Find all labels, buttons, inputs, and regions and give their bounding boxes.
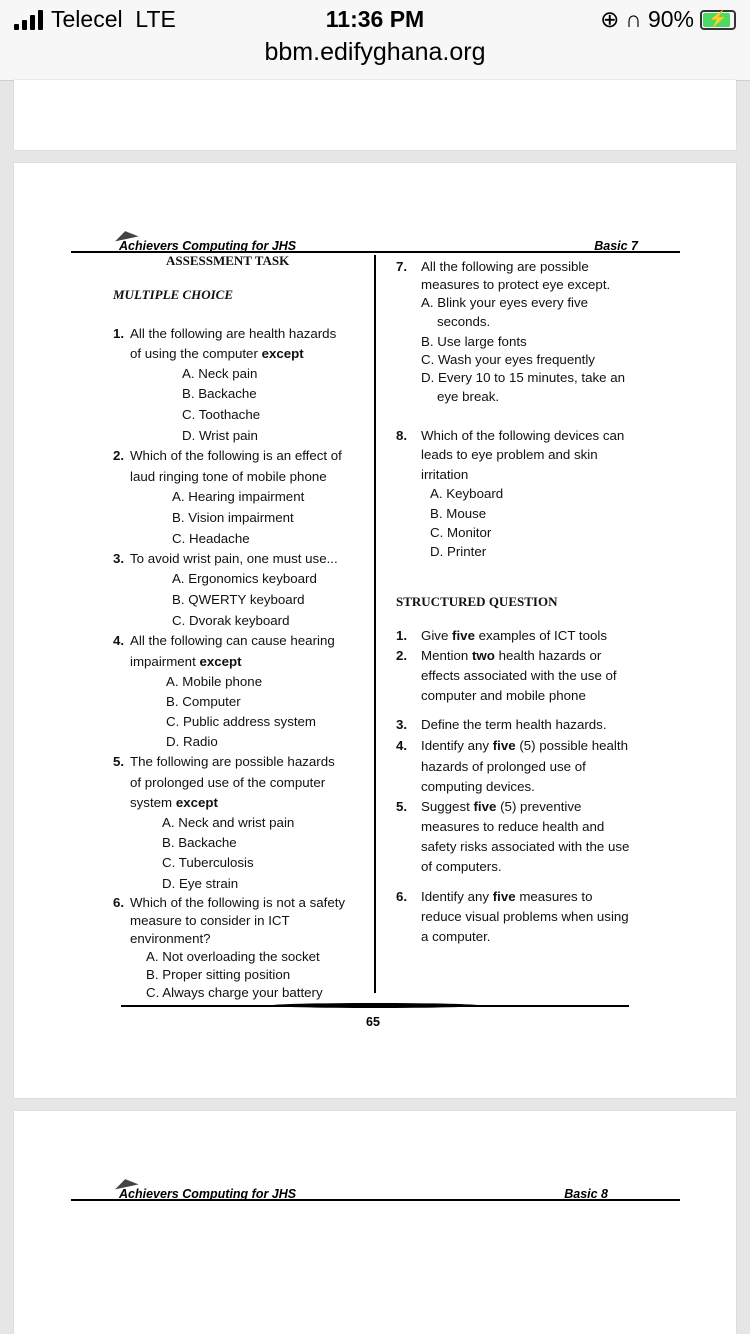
text-line: 5. [396,799,408,814]
text-line: computing devices. [421,779,535,794]
text-line: a computer. [421,929,491,944]
text-line: Which of the following is an effect of [130,448,342,463]
text-line: A. Hearing impairment [172,489,305,504]
text-line: B. Proper sitting position [146,967,291,982]
assessment-heading: ASSESSMENT TASK [166,253,290,268]
headphones-icon: ∩ [625,6,642,32]
text-line: leads to eye problem and skin [421,447,598,462]
text-line: A. Neck pain [182,366,258,381]
page-number: 65 [366,1015,380,1029]
text-line: measure to consider in ICT [130,913,290,928]
text-line: Identify any five measures to [421,889,593,904]
structured-heading: STRUCTURED QUESTION [396,594,558,609]
text-line: B. Mouse [430,506,487,521]
text-line: 1. [396,628,408,643]
network-type: LTE [135,6,176,32]
text-line: 4. [396,738,408,753]
text-line: computer and mobile phone [421,688,586,703]
text-line: C. Always charge your battery [146,985,323,1000]
text-line: seconds. [437,314,491,329]
text-line: effects associated with the use of [421,668,617,683]
carrier-name: Telecel [51,6,123,32]
battery-percent: 90% [647,6,694,32]
text-line: hazards of prolonged use of [421,759,586,774]
text-line: C. Public address system [166,714,317,729]
text-line: Identify any five (5) possible health [421,738,628,753]
text-line: 6. [396,889,408,904]
text-line: Mention two health hazards or [421,648,602,663]
text-line: 2. [113,448,125,463]
text-line: of prolonged use of the computer [130,775,326,790]
text-line: reduce visual problems when using [421,909,629,924]
text-line: safety risks associated with the use [421,839,630,854]
text-line: 7. [396,259,408,274]
clock: 11:36 PM [325,6,425,32]
text-line: C. Wash your eyes frequently [421,352,595,367]
text-line: measures to reduce health and [421,819,605,834]
text-line: impairment except [130,654,242,669]
text-line: A. Not overloading the socket [146,949,320,964]
footer-rule [121,1005,629,1007]
text-line: C. Monitor [430,525,492,540]
grade-label: Basic 7 [594,239,638,253]
status-icons [600,6,736,33]
mc-heading: MULTIPLE CHOICE [113,287,234,302]
text-line: All the following are possible [421,259,589,274]
text-line: A. Keyboard [430,486,504,501]
text-line: D. Wrist pain [182,428,258,443]
text-line: laud ringing tone of mobile phone [130,469,327,484]
text-line: C. Tuberculosis [162,855,254,870]
book-title-next: Achievers Computing for JHS [119,1187,297,1201]
text-line: B. Use large fonts [421,334,527,349]
text-line: environment? [130,931,211,946]
address-bar[interactable]: bbm.edifyghana.org [264,38,486,66]
text-line: of using the computer except [130,346,304,361]
text-line: Define the term health hazards. [421,717,607,732]
text-line: D. Eye strain [162,876,239,891]
document-page [14,163,736,1098]
text-line: system except [130,795,218,810]
text-line: irritation [421,467,469,482]
text-line: of computers. [421,859,502,874]
text-line: D. Radio [166,734,218,749]
text-line: 6. [113,895,125,910]
text-line: All the following can cause hearing [130,633,335,648]
text-line: A. Ergonomics keyboard [172,571,317,586]
text-line: A. Mobile phone [166,674,263,689]
document-page-next [14,1111,736,1334]
text-line: C. Toothache [182,407,261,422]
text-line: 3. [396,717,408,732]
text-line: 5. [113,754,125,769]
text-line: 3. [113,551,125,566]
text-line: B. Backache [182,386,257,401]
text-line: 8. [396,428,408,443]
page-header [71,235,680,253]
text-line: Which of the following devices can [421,428,625,443]
text-line: D. Every 10 to 15 minutes, take an [421,370,625,385]
text-line: A. Blink your eyes every five [421,295,589,310]
text-line: B. Vision impairment [172,510,294,525]
rotation-lock-icon: ⊕ [600,6,620,32]
text-line: C. Dvorak keyboard [172,613,290,628]
text-line: eye break. [437,389,500,404]
text-line: measures to protect eye except. [421,277,611,292]
text-line: D. Printer [430,544,487,559]
text-line: To avoid wrist pain, one must use... [130,551,338,566]
text-line: B. Computer [166,694,241,709]
text-line: The following are possible hazards [130,754,335,769]
text-line: C. Headache [172,531,250,546]
text-line: Suggest five (5) preventive [421,799,582,814]
book-title: Achievers Computing for JHS [119,239,297,253]
document-page-prev [14,80,736,150]
grade-label-next: Basic 8 [564,1187,608,1201]
status-bar [0,0,750,81]
text-line: Give five examples of ICT tools [421,628,608,643]
text-line: Which of the following is not a safety [130,895,346,910]
text-line: 2. [396,648,408,663]
text-line: 4. [113,633,125,648]
text-line: All the following are health hazards [130,326,337,341]
text-line: 1. [113,326,125,341]
page-header-next [71,1183,680,1201]
text-line: A. Neck and wrist pain [162,815,295,830]
text-line: B. Backache [162,835,237,850]
column-divider [374,255,376,993]
text-line: B. QWERTY keyboard [172,592,305,607]
battery-icon: ⚡ [700,10,736,30]
